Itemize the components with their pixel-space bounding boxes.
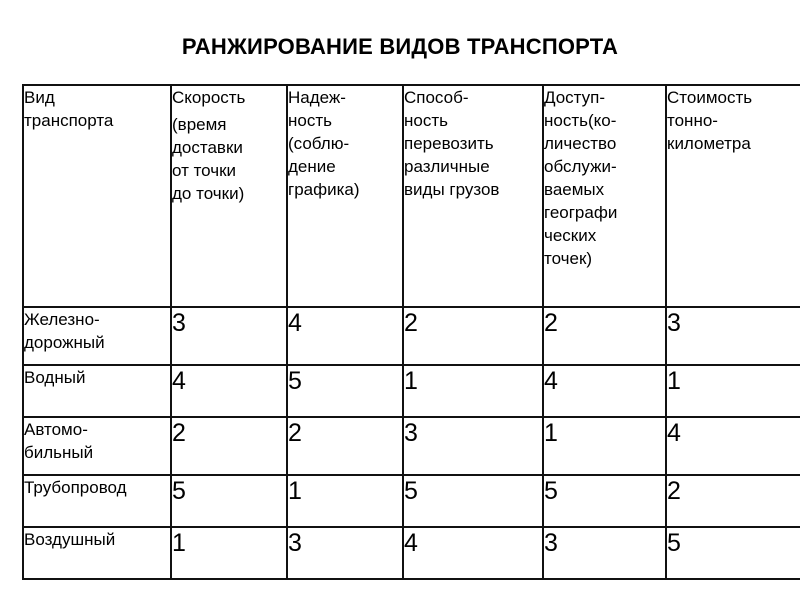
page-title: РАНЖИРОВАНИЕ ВИДОВ ТРАНСПОРТА [181,34,619,59]
cell-reliability: 4 [287,307,403,365]
cell-cost: 2 [666,475,800,527]
header-cost: Стоимость тонно- километра [666,85,800,307]
table-row [23,527,800,579]
cell-accessibility: 5 [543,475,666,527]
header-reliability: Надеж- ность (соблю- дение графика) [287,85,403,307]
table-row [23,417,800,475]
cell-capability: 4 [403,527,543,579]
cell-speed: 5 [171,475,287,527]
ranking-table [22,84,800,580]
table-row [23,307,800,365]
cell-reliability: 3 [287,527,403,579]
cell-accessibility: 3 [543,527,666,579]
header-capability: Способ- ность перевозить различные виды грузов [403,85,543,307]
cell-speed: 3 [171,307,287,365]
header-speed-title: Скорость [172,88,246,107]
cell-reliability: 1 [287,475,403,527]
header-accessibility: Доступ- ность(ко- личество обслужи- ваемых географи ческих точек) [543,85,666,307]
cell-cost: 5 [666,527,800,579]
row-label: Железно- дорожный [23,307,171,365]
cell-speed: 4 [171,365,287,417]
row-label: Трубопровод [23,475,171,527]
row-label: Автомо- бильный [23,417,171,475]
row-label: Воздушный [23,527,171,579]
cell-speed: 1 [171,527,287,579]
cell-accessibility: 2 [543,307,666,365]
cell-capability: 3 [403,417,543,475]
cell-accessibility: 1 [543,417,666,475]
header-transport-type: Вид транспорта [23,85,171,307]
header-speed [171,85,287,307]
header-speed-detail: (время доставки от точки до точки) [172,115,245,203]
table-header-row [23,85,800,307]
cell-reliability: 5 [287,365,403,417]
row-label: Водный [23,365,171,417]
cell-capability: 1 [403,365,543,417]
cell-cost: 3 [666,307,800,365]
cell-accessibility: 4 [543,365,666,417]
cell-capability: 2 [403,307,543,365]
cell-reliability: 2 [287,417,403,475]
table-row [23,365,800,417]
cell-cost: 4 [666,417,800,475]
cell-speed: 2 [171,417,287,475]
cell-capability: 5 [403,475,543,527]
table-row [23,475,800,527]
cell-cost: 1 [666,365,800,417]
